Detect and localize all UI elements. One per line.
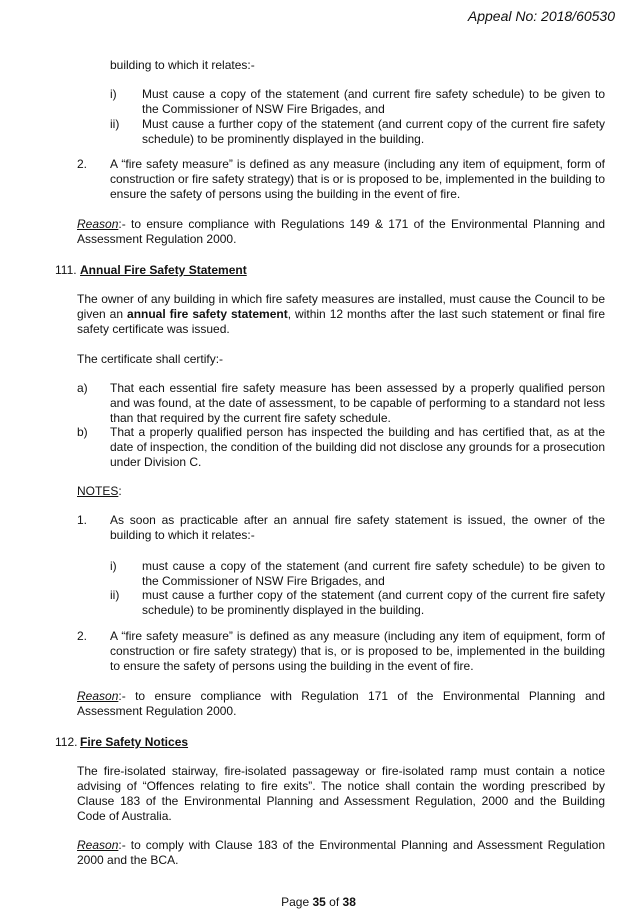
list-text: A “fire safety measure” is defined as any measure (including any item of equipment, form of construction or fire safety strategy) that is, or is proposed to be, implemented in the building to ensure the safety of persons using the building in the event of fire. xyxy=(110,629,605,673)
reason-paragraph xyxy=(77,217,605,247)
list-label: 1. xyxy=(77,513,88,527)
notes-heading xyxy=(77,484,122,499)
reason-paragraph xyxy=(77,689,605,719)
section-number: 111. xyxy=(55,263,77,277)
appeal-number: Appeal No: 2018/60530 xyxy=(467,8,615,24)
section-title: Fire Safety Notices xyxy=(80,735,189,749)
list-text: Must cause a copy of the statement (and current fire safety schedule) to be given to the Commissioner of NSW Fire Brigades, and xyxy=(142,87,605,116)
reason-text: :- to ensure compliance with Regulation 171 of the Environmental Planning and Assessment Regulation 2000. xyxy=(77,689,605,718)
list-label: ii) xyxy=(110,117,120,131)
list-label: ii) xyxy=(110,588,120,602)
list-label: i) xyxy=(110,87,117,101)
section-heading-112 xyxy=(55,735,615,750)
list-text: Must cause a further copy of the statement (and current copy of the current fire safety schedule) to be prominently displayed in the building. xyxy=(142,117,605,146)
list-text: must cause a further copy of the statement (and current copy of the current fire safety schedule) to be prominently displayed in the building. xyxy=(142,588,605,617)
section-number: 112. xyxy=(55,735,78,749)
list-item xyxy=(77,629,605,674)
reason-label: Reason xyxy=(77,689,119,703)
reason-paragraph xyxy=(77,838,605,868)
page-prefix: Page xyxy=(281,895,313,909)
page-footer xyxy=(0,895,637,910)
section-heading-111 xyxy=(55,263,615,278)
list-text: As soon as practicable after an annual fire safety statement is issued, the owner of the building to which it relates:- xyxy=(110,513,605,542)
paragraph-text: , within 12 months after the last such statement or final fire safety certificate was issued. xyxy=(77,307,606,336)
reason-text: :- to ensure compliance with Regulations 149 & 171 of the Environmental Planning and Assessment Regulation 2000. xyxy=(77,217,605,246)
list-item xyxy=(77,157,605,202)
list-label: 2. xyxy=(77,157,88,171)
reason-label: Reason xyxy=(77,838,119,852)
section-title: Annual Fire Safety Statement xyxy=(80,263,247,277)
list-label: a) xyxy=(77,381,88,395)
list-item xyxy=(77,513,605,543)
list-label: b) xyxy=(77,425,88,439)
paragraph: The certificate shall certify:- xyxy=(77,352,224,366)
list-text: A “fire safety measure” is defined as any measure (including any item of equipment, form of construction or fire safety strategy) that is or is proposed to be, implemented in the building to ensure the safety of persons using the building in the event of fire. xyxy=(110,157,605,201)
notes-label: NOTES xyxy=(77,484,119,498)
list-item xyxy=(77,381,605,426)
list-label: i) xyxy=(110,559,117,573)
continuation-text: building to which it relates:- xyxy=(110,58,255,72)
list-label: 2. xyxy=(77,629,88,643)
list-text: That a properly qualified person has inspected the building and has certified that, as at the date of inspection, the condition of the building did not disclose any grounds for a prosecution under Division C. xyxy=(110,425,605,469)
page-number: 35 xyxy=(312,895,326,909)
notes-colon: : xyxy=(118,484,122,498)
paragraph: The fire-isolated stairway, fire-isolated passageway or fire-isolated ramp must contain a notice advising of “Offences relating to fire exits”. The notice shall contain the wording prescribed by Clause 183 of the Environmental Planning and Assessment Regulation, 2000 and the Building Code of Australia. xyxy=(77,764,605,823)
paragraph-text: The owner of any building in which fire safety measures are installed, must cause the Council to be given an xyxy=(77,292,605,321)
list-text: That each essential fire safety measure has been assessed by a properly qualified person and was found, at the date of assessment, to be capable of performing to a standard not less than that required by the current fire safety schedule. xyxy=(110,381,605,425)
paragraph xyxy=(77,292,605,337)
list-text: must cause a copy of the statement (and current fire safety schedule) to be given to the Commissioner of NSW Fire Brigades, and xyxy=(142,559,605,588)
list-item xyxy=(110,588,605,618)
reason-label: Reason xyxy=(77,217,119,231)
list-item xyxy=(77,425,605,470)
bold-term: annual fire safety statement xyxy=(127,307,288,321)
list-item xyxy=(110,559,605,589)
reason-text: :- to comply with Clause 183 of the Environmental Planning and Assessment Regulation 2000 and the BCA. xyxy=(77,838,605,867)
list-item xyxy=(110,117,605,147)
page-of: of xyxy=(325,895,343,909)
list-item xyxy=(110,87,605,117)
page-total: 38 xyxy=(342,895,356,909)
